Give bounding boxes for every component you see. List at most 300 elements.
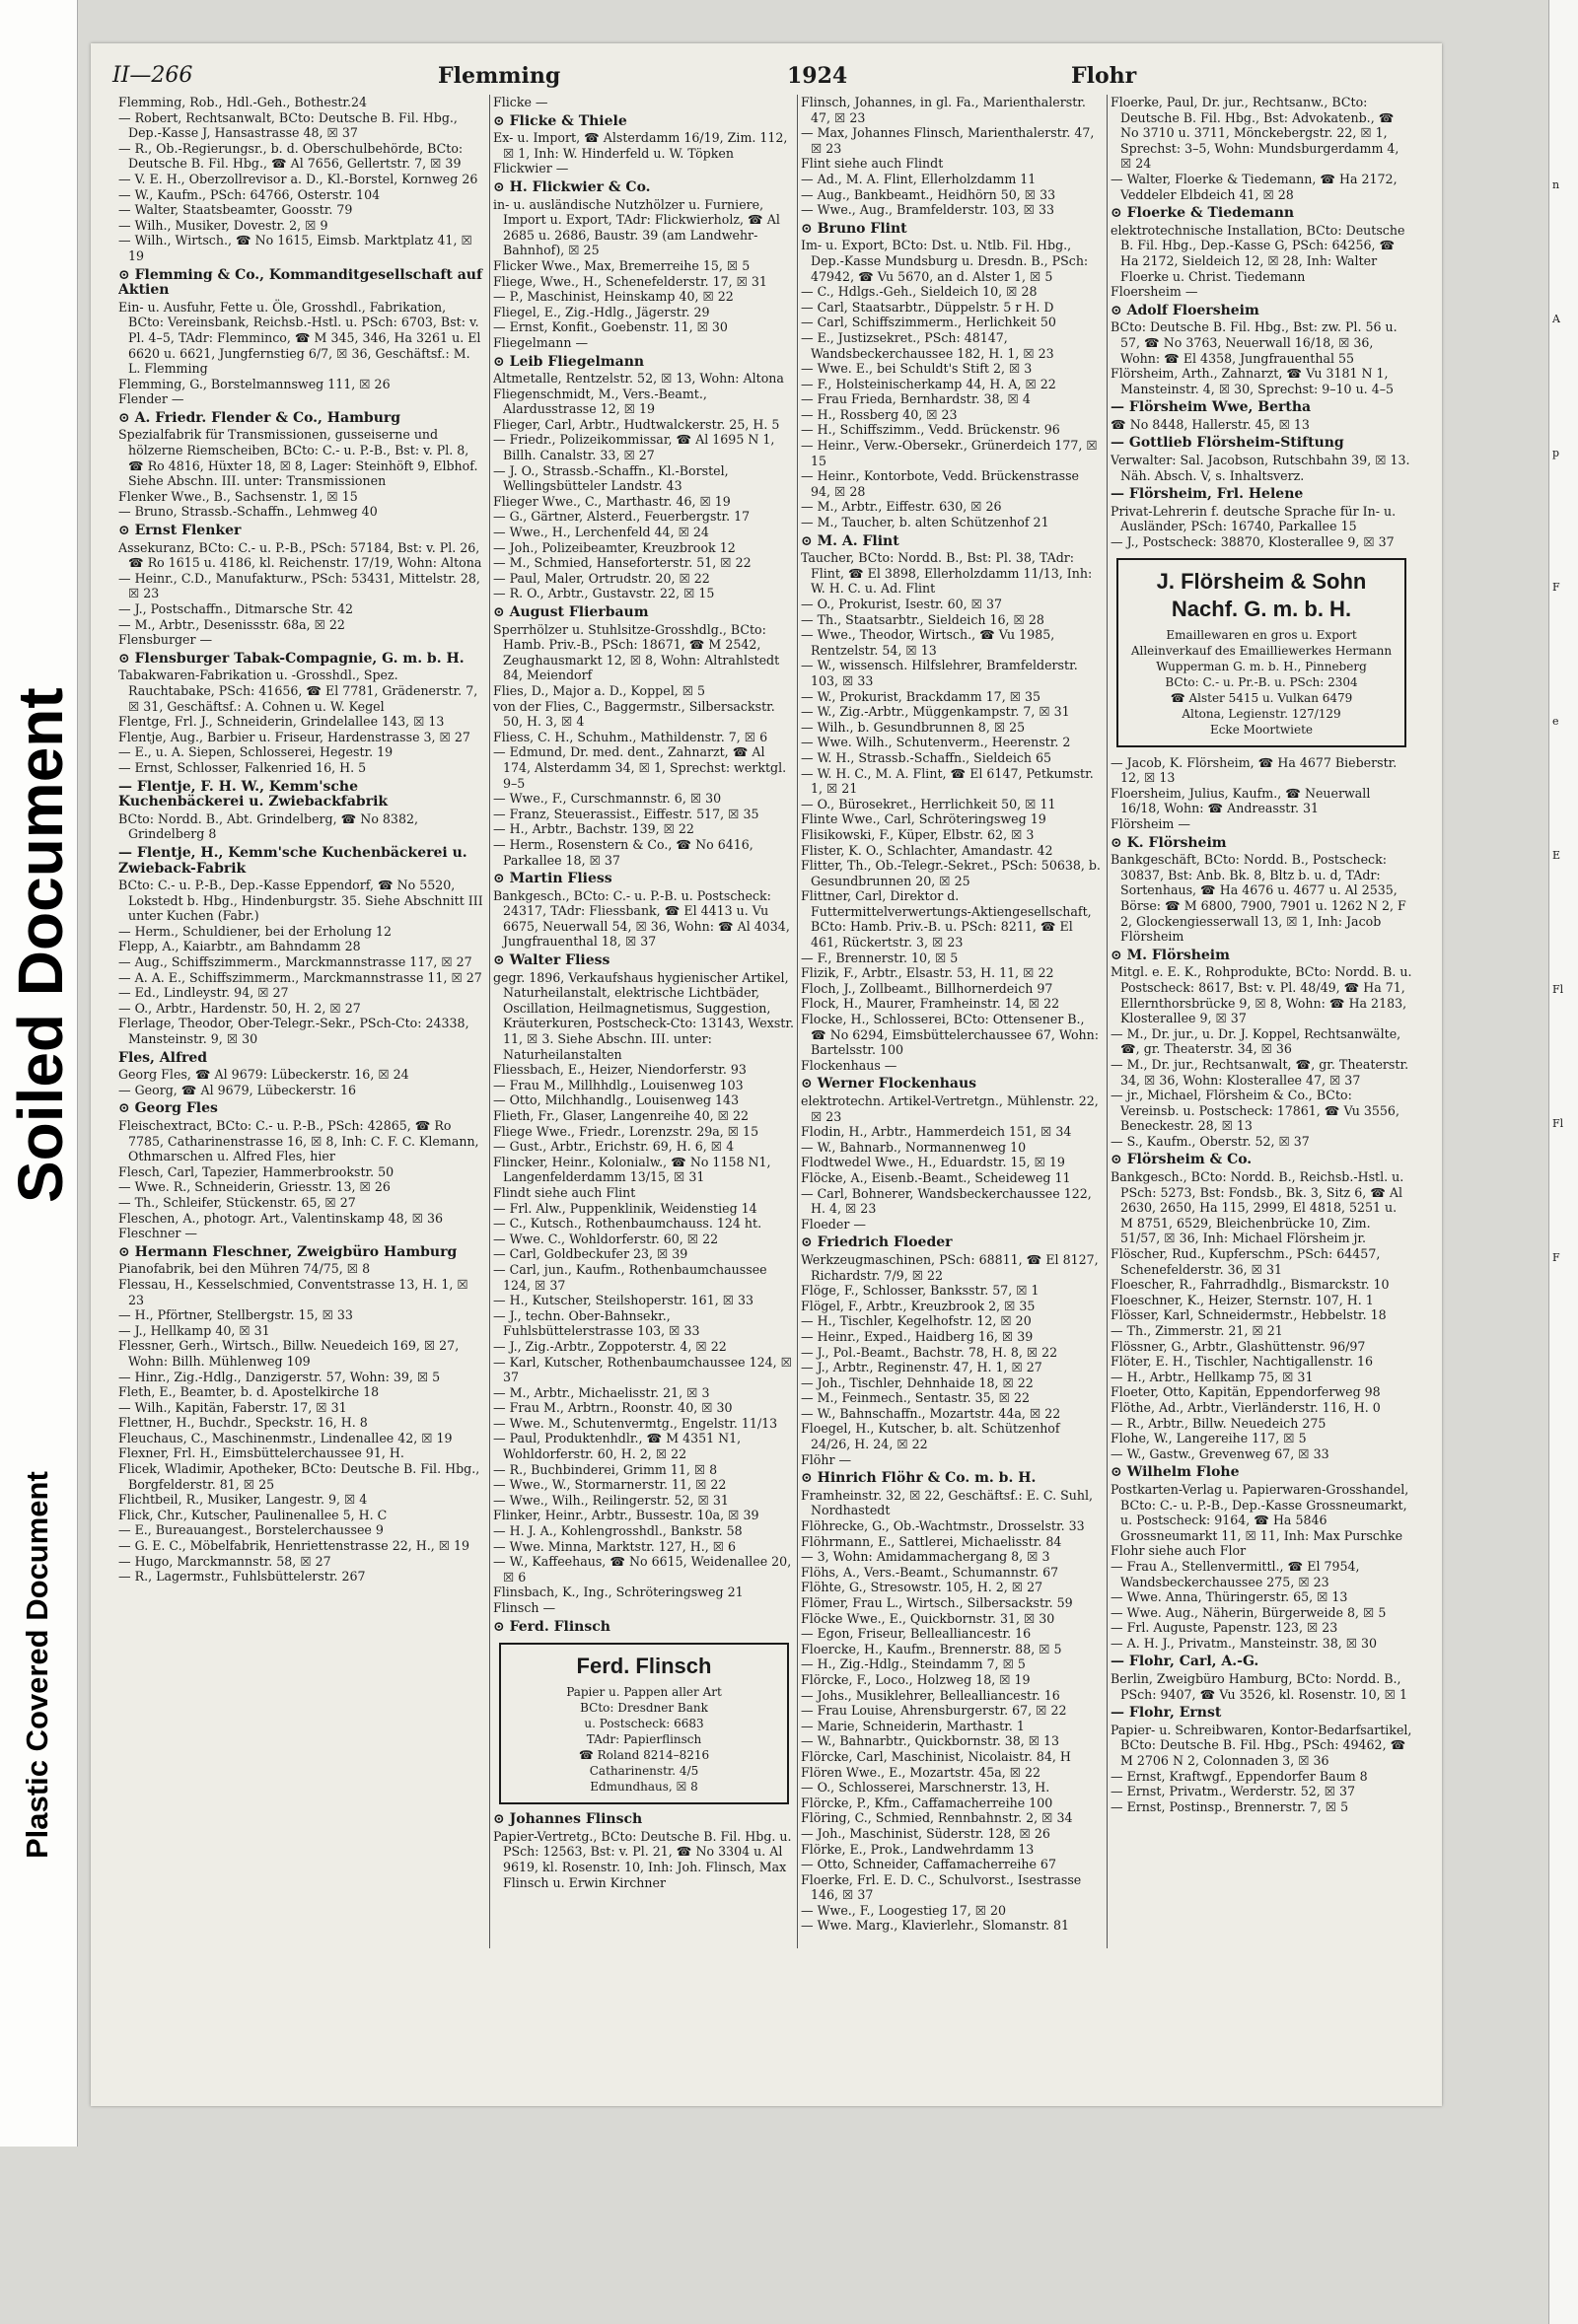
directory-entry: — Ernst, Konfit., Goebenstr. 11, ☒ 30 [493,319,728,335]
directory-entry: Flohr siehe auch Flor [1111,1543,1247,1559]
directory-entry: — V. E. H., Oberzollrevisor a. D., Kl.-Borstel, Kornweg 26 [118,171,478,186]
directory-entry: — Carl, Goldbeckufer 23, ☒ 39 [493,1246,688,1262]
directory-entry: — jr., Michael, Flörsheim & Co., BCto: Vereinsb. u. Postscheck: 17861, ☎ Vu 3556, Beneckestr. 28, ☒ 13 [1111,1088,1399,1134]
directory-entry: Papier-Vertretg., BCto: Deutsche B. Fil. Hbg. u. PSch: 12563, Bst: v. Pl. 21, ☎ No 3304 u. Al 9619, kl. Rosenstr. 10, Inh: Joh. Flinsch, Max Flinsch u. Erwin Kirchner [493,1828,792,1890]
directory-entry: Flindt siehe auch Flint [493,1184,636,1200]
directory-entry: Flöhr — [801,1451,852,1467]
firm-heading: ⊙ K. Flörsheim [1111,834,1227,851]
column-rule [1107,95,1108,1948]
directory-entry: — Aug., Schiffszimmerm., Marckmannstrasse 117, ☒ 27 [118,954,472,970]
directory-entry: — Georg, ☎ Al 9679, Lübeckerstr. 16 [118,1082,356,1097]
directory-entry: Pianofabrik, bei den Mühren 74/75, ☒ 8 [118,1261,371,1277]
directory-entry: Flisikowski, F., Küper, Elbstr. 62, ☒ 3 [801,826,1035,842]
directory-entry: Floch, J., Zollbeamt., Billhornerdeich 97 [801,980,1053,996]
directory-entry: — Max, Johannes Flinsch, Marienthalerstr. 47, ☒ 23 [801,125,1095,156]
firm-heading: ⊙ Adolf Floersheim [1111,302,1259,318]
directory-entry: — Carl, Schiffszimmerm., Herlichkeit 50 [801,315,1056,330]
directory-entry: — Ernst, Privatm., Werderstr. 52, ☒ 37 [1111,1784,1356,1799]
directory-entry: Flockenhaus — [801,1057,897,1073]
directory-entry: — H., Arbtr., Hellkamp 75, ☒ 31 [1111,1369,1314,1384]
directory-entry: Mitgl. e. E. K., Rohprodukte, BCto: Nordd. B. u. Postscheck: 8617, Bst: v. Pl. 48/49, ☎ Ha 71, Ellernthorsbrücke 9, ☒ 8, Wohn: ☎ Ha 2183, Klosterallee 9, ☒ 37 [1111,964,1412,1026]
directory-entry: — W., Zig.-Arbtr., Müggenkampstr. 7, ☒ 31 [801,704,1070,720]
directory-entry: — Franz, Steuerassist., Eiffestr. 517, ☒ 35 [493,806,759,821]
page-number: II—266 [112,63,193,88]
directory-entry: — W., Bahnarb., Normannenweg 10 [801,1139,1027,1155]
directory-entry: — Wwe. Wilh., Schutenverm., Heerenstr. 2 [801,735,1071,750]
directory-entry: — J., Zig.-Arbtr., Zoppoterstr. 4, ☒ 22 [493,1338,727,1354]
directory-entry: — M., Schmied, Hanseforterstr. 51, ☒ 22 [493,555,752,571]
directory-entry: — Joh., Polizeibeamter, Kreuzbrook 12 [493,539,736,555]
directory-entry: — Ernst, Schlosser, Falkenried 16, H. 5 [118,759,367,775]
directory-entry: — Otto, Schneider, Caffamacherreihe 67 [801,1857,1056,1872]
directory-entry: Flohe, W., Langereihe 117, ☒ 5 [1111,1431,1307,1446]
directory-entry: — Wwe. Anna, Thüringerstr. 65, ☒ 13 [1111,1589,1348,1605]
firm-heading: ⊙ Friedrich Floeder [801,1234,953,1251]
header-year: 1924 [787,63,848,89]
directory-entry: — Wwe., Aug., Bramfelderstr. 103, ☒ 33 [801,202,1054,218]
directory-entry: Floeter, Otto, Kapitän, Eppendorferweg 98 [1111,1384,1381,1400]
left-scan-strip [0,0,78,2147]
directory-entry: — F., Holsteinischerkamp 44, H. A, ☒ 22 [801,376,1056,391]
soiled-document-label: Soiled Document [5,687,76,1203]
advertisement-line: ☎ Roland 8214–8216 [578,1748,710,1763]
directory-entry: Flessner, Gerh., Wirtsch., Billw. Neuedeich 169, ☒ 27, Wohn: Billh. Mühlenweg 109 [118,1338,460,1369]
directory-entry: Flömer, Frau L., Wirtsch., Silbersackstr. 59 [801,1595,1073,1610]
directory-entry: Flodtwedel Wwe., H., Eduardstr. 15, ☒ 19 [801,1155,1065,1170]
advertisement-line: Alleinverkauf des Emailliewerkes Hermann Wupperman G. m. b. H., Pinneberg [1130,643,1393,673]
directory-entry: — Frau M., Millhhdlg., Louisenweg 103 [493,1077,744,1092]
directory-entry: Floerke, Paul, Dr. jur., Rechtsanw., BCto: Deutsche B. Fil. Hbg., Bst: Advokatenb., ☎ No 3710 u. 3711, Mönckebergstr. 22, ☒ 1, Sprechst: 3–5, Wohn: Mundsburgerdamm 4, ☒ 24 [1111,95,1399,172]
directory-entry: — W., Kaufm., PSch: 64766, Osterstr. 104 [118,186,381,202]
directory-entry: — H., Pförtner, Stellbergstr. 15, ☒ 33 [118,1307,353,1323]
directory-entry: — E., Bureauangest., Borstelerchaussee 9 [118,1522,384,1538]
directory-entry: — M., Arbtr., Eiffestr. 630, ☒ 26 [801,499,1002,515]
directory-entry: Fliess, C. H., Schuhm., Mathildenstr. 7, ☒ 6 [493,729,768,744]
directory-entry: — Robert, Rechtsanwalt, BCto: Deutsche B. Fil. Hbg., Dep.-Kasse J, Hansastrasse 48, ☒ 37 [118,109,458,141]
plastic-covered-label: Plastic Covered Document [20,1471,54,1859]
firm-heading: ⊙ M. A. Flint [801,532,899,549]
directory-entry: Flodin, H., Arbtr., Hammerdeich 151, ☒ 34 [801,1124,1072,1140]
directory-entry: — 3, Wohn: Amidammachergang 8, ☒ 3 [801,1549,1050,1565]
firm-heading: — Flentje, F. H. W., Kemm'sche Kuchenbäckerei u. Zwiebackfabrik [118,778,389,810]
directory-entry: — W. H., Strassb.-Schaffn., Sieldeich 65 [801,749,1052,765]
directory-entry: Flörsheim, Arth., Zahnarzt, ☎ Vu 3181 N 1, Mansteinstr. 4, ☒ 30, Sprechst: 9–10 u. 4–5 [1111,366,1395,396]
header-left-word: Flemming [438,63,561,89]
directory-entry: — Marie, Schneiderin, Marthastr. 1 [801,1718,1025,1733]
directory-entry: — H., Kutscher, Steilshoperstr. 161, ☒ 33 [493,1293,754,1308]
firm-heading: ⊙ Floerke & Tiedemann [1111,205,1295,222]
directory-entry: Flender — [118,391,184,407]
column-1 [118,95,485,1948]
directory-entry: Fleischextract, BCto: C.- u. P.-B., PSch: 42865, ☎ Ro 7785, Catharinenstrasse 16, ☒ 8, Inh: C. F. C. Klemann, Othmarschen u. Alfred Fles, hier [118,1118,479,1164]
directory-entry: Flöhrecke, G., Ob.-Wachtmstr., Drosselstr. 33 [801,1518,1085,1534]
directory-entry: Fleschner — [118,1226,198,1241]
advertisement-line: Papier u. Pappen aller Art [566,1685,722,1700]
directory-entry: — J. O., Strassb.-Schaffn., Kl.-Borstel, Wellingsbütteler Landstr. 43 [493,462,729,494]
directory-entry: — C., Hdlgs.-Geh., Sieldeich 10, ☒ 28 [801,284,1038,300]
directory-entry: — Wilh., Kapitän, Faberstr. 17, ☒ 31 [118,1399,347,1415]
firm-heading: ⊙ Flicke & Thiele [493,112,627,129]
directory-entry: Flemming, Rob., Hdl.-Geh., Bothestr.24 [118,95,368,109]
directory-entry: Flieth, Fr., Glaser, Langenreihe 40, ☒ 22 [493,1108,749,1123]
directory-entry: BCto: C.- u. P.-B., Dep.-Kasse Eppendorf, ☎ No 5520, Lokstedt b. Hbg., Hindenburgstr. 35. Siehe Abschnitt III unter Kuchen (Fabr.) [118,878,483,924]
advertisement-line: Ecke Moortwiete [1209,722,1314,737]
directory-entry: — A. A. E., Schiffszimmerm., Marckmannstrasse 11, ☒ 27 [118,969,482,985]
directory-entry: Flentje, Aug., Barbier u. Friseur, Hardenstrasse 3, ☒ 27 [118,729,470,744]
directory-entry: Flöthe, Ad., Arbtr., Vierländerstr. 116, H. 0 [1111,1399,1381,1415]
directory-entry: Flepp, A., Kaiarbtr., am Bahndamm 28 [118,939,361,954]
firm-heading: ⊙ Hermann Fleschner, Zweigbüro Hamburg [118,1243,458,1260]
right-strip-fragment: F [1552,581,1560,594]
directory-entry: — W., Bahnschaffn., Mozartstr. 44a, ☒ 22 [801,1405,1061,1421]
directory-entry: Fliege Wwe., Friedr., Lorenzstr. 29a, ☒ 15 [493,1123,759,1139]
directory-entry: von der Flies, C., Baggermstr., Silbersackstr. 50, H. 3, ☒ 4 [493,698,775,730]
directory-entry: — Carl, jun., Kaufm., Rothenbaumchaussee 124, ☒ 37 [493,1261,767,1293]
directory-entry: Fleuchaus, C., Maschinenmstr., Lindenallee 42, ☒ 19 [118,1430,453,1445]
directory-entry: — Herm., Rosenstern & Co., ☎ No 6416, Parkallee 18, ☒ 37 [493,836,753,868]
directory-entry: Flesch, Carl, Tapezier, Hammerbrookstr. 50 [118,1163,394,1179]
directory-entry: Werkzeugmaschinen, PSch: 68811, ☎ El 8127, Richardstr. 7/9, ☒ 22 [801,1251,1099,1283]
directory-entry: Flichtbeil, R., Musiker, Langestr. 9, ☒ 4 [118,1492,368,1508]
directory-entry: — Frau Louise, Ahrensburgerstr. 67, ☒ 22 [801,1703,1067,1719]
directory-entry: — Wwe., F., Loogestieg 17, ☒ 20 [801,1902,1007,1918]
directory-entry: — Aug., Bankbeamt., Heidhörn 50, ☒ 33 [801,186,1056,202]
directory-entry: elektrotechnische Installation, BCto: Deutsche B. Fil. Hbg., Dep.-Kasse G, PSch: 64256, ☎ Ha 2172, Sieldeich 12, ☒ 28, Inh: Walter Floerke u. Christ. Tiedemann [1111,222,1405,284]
firm-heading: — Flohr, Ernst [1111,1705,1222,1722]
directory-entry: — J., Postschaffn., Ditmarsche Str. 42 [118,601,354,616]
directory-entry: Flock, H., Maurer, Framheinstr. 14, ☒ 22 [801,996,1060,1012]
directory-entry: Papier- u. Schreibwaren, Kontor-Bedarfsartikel, BCto: Deutsche B. Fil. Hbg., PSch: 49462, ☎ M 2706 N 2, Colonnaden 3, ☒ 36 [1111,1722,1412,1769]
directory-entry: Flicke — [493,95,548,109]
column-rule [489,95,490,1948]
directory-entry: Flittner, Carl, Direktor d. Futtermittelverwertungs-Aktiengesellschaft, BCto: Hamb. Priv.-B. u. PSch: 8211, ☎ El 461, Rückertstr. 3, ☒ 23 [801,888,1092,951]
right-strip-fragment: F [1552,1251,1560,1264]
directory-entry: — F., Brennerstr. 10, ☒ 5 [801,950,959,965]
directory-entry: — Heinr., C.D., Manufakturw., PSch: 53431, Mittelstr. 28, ☒ 23 [118,570,480,601]
directory-entry: — M., Feinmech., Sentastr. 35, ☒ 22 [801,1390,1030,1406]
directory-entry: Flinsch, Johannes, in gl. Fa., Marienthalerstr. 47, ☒ 23 [801,95,1086,125]
directory-entry: — Ernst, Postinsp., Brennerstr. 7, ☒ 5 [1111,1798,1349,1814]
directory-entry: Berlin, Zweigbüro Hamburg, BCto: Nordd. B., PSch: 9407, ☎ Vu 3526, kl. Rosenstr. 10, ☒ 1 [1111,1671,1407,1702]
directory-entry: in- u. ausländische Nutzhölzer u. Furniere, Import u. Export, TAdr: Flickwierholz, ☎ Al 2685 u. 2686, Baustr. 39 (am Landwehr-Bahnhof), ☒ 25 [493,196,780,258]
directory-entry: — G., Gärtner, Alsterd., Feuerbergstr. 17 [493,509,751,525]
directory-entry: Flöhs, A., Vers.-Beamt., Schumannstr. 67 [801,1564,1059,1580]
directory-entry: — W., wissensch. Hilfslehrer, Bramfelderstr. 103, ☒ 33 [801,658,1078,688]
column-rule [797,95,798,1948]
directory-entry: — Otto, Milchhandlg., Louisenweg 143 [493,1092,740,1108]
directory-entry: — Gust., Arbtr., Erichstr. 69, H. 6, ☒ 4 [493,1139,735,1155]
directory-entry: — H., Schiffszimm., Vedd. Brückenstr. 96 [801,422,1060,438]
directory-entry: Flincker, Heinr., Kolonialw., ☎ No 1158 N1, Langenfelderdamm 13/15, ☒ 31 [493,1154,771,1185]
directory-entry: — Frau M., Arbtrn., Roonstr. 40, ☒ 30 [493,1400,733,1416]
directory-entry: Floersheim, Julius, Kaufm., ☎ Neuerwall 16/18, Wohn: ☎ Andreasstr. 31 [1111,785,1371,816]
directory-entry: — A. H. J., Privatm., Mansteinstr. 38, ☒ 30 [1111,1635,1378,1651]
directory-entry: — Karl, Kutscher, Rothenbaumchaussee 124, ☒ 37 [493,1354,792,1385]
firm-heading: ⊙ Leib Fliegelmann [493,353,645,370]
directory-entry: — Friedr., Polizeikommissar, ☎ Al 1695 N 1, Billh. Canalstr. 33, ☒ 27 [493,432,775,463]
directory-entry: BCto: Deutsche B. Fil. Hbg., Bst: zw. Pl. 56 u. 57, ☎ No 3763, Neuerwall 16/18, ☒ 36, Wohn: ☎ El 4358, Jungfrauenthal 55 [1111,319,1398,366]
directory-entry: — R., Buchbinderei, Grimm 11, ☒ 8 [493,1461,718,1477]
directory-entry: Flinte Wwe., Carl, Schröteringsweg 19 [801,811,1046,827]
directory-entry: Flörcke, Carl, Maschinist, Nicolaistr. 84, H [801,1748,1071,1764]
directory-entry: Flöcke Wwe., E., Quickbornstr. 31, ☒ 30 [801,1610,1055,1626]
directory-entry: Flitter, Th., Ob.-Telegr.-Sekret., PSch: 50638, b. Gesundbrunnen 20, ☒ 25 [801,858,1101,888]
directory-entry: — Th., Zimmerstr. 21, ☒ 21 [1111,1323,1283,1338]
directory-entry: — J., Postscheck: 38870, Klosterallee 9, ☒ 37 [1111,534,1395,550]
firm-heading: ⊙ Georg Fles [118,1100,218,1117]
directory-entry: Flörke, E., Prok., Landwehrdamm 13 [801,1841,1035,1857]
directory-entry: — Joh., Tischler, Dehnhaide 18, ☒ 22 [801,1374,1034,1390]
firm-heading: ⊙ Johannes Flinsch [493,1811,643,1828]
directory-entry: — H., Tischler, Kegelhofstr. 12, ☒ 20 [801,1313,1032,1329]
right-strip-fragment: e [1552,715,1559,728]
directory-entry: — Wwe. Marg., Klavierlehr., Slomanstr. 81 [801,1918,1070,1934]
directory-entry: — Wwe., F., Curschmannstr. 6, ☒ 30 [493,791,722,807]
directory-entry: — Walter, Floerke & Tiedemann, ☎ Ha 2172, Veddeler Elbdeich 41, ☒ 28 [1111,171,1398,202]
directory-entry: — C., Kutsch., Rothenbaumchauss. 124 ht. [493,1216,762,1232]
firm-heading: ⊙ A. Friedr. Flender & Co., Hamburg [118,409,401,426]
directory-entry: — M., Taucher, b. alten Schützenhof 21 [801,515,1049,530]
directory-entry: — W., Bahnarbtr., Quickbornstr. 38, ☒ 13 [801,1733,1060,1749]
directory-entry: — Heinr., Kontorbote, Vedd. Brückenstrasse 94, ☒ 28 [801,468,1079,499]
directory-entry: — Johs., Musiklehrer, Bellealliancestr. 16 [801,1687,1060,1703]
directory-entry: Flöscher, Rud., Kupferschm., PSch: 64457, Schenefelderstr. 36, ☒ 31 [1111,1246,1381,1277]
firm-heading: ⊙ Werner Flockenhaus [801,1076,977,1092]
directory-entry: Fliegenschmidt, M., Vers.-Beamt., Alardusstrasse 12, ☒ 19 [493,386,707,417]
directory-entry: Floeschner, K., Heizer, Sternstr. 107, H. 1 [1111,1292,1374,1307]
directory-entry: Ex- u. Import, ☎ Alsterdamm 16/19, Zim. 112, ☒ 1, Inh: W. Hinderfeld u. W. Töpken [493,130,788,161]
directory-entry: Fliegel, E., Zig.-Hdlg., Jägerstr. 29 [493,304,710,319]
firm-heading: ⊙ Wilhelm Flohe [1111,1464,1240,1481]
directory-entry: — Joh., Maschinist, Süderstr. 128, ☒ 26 [801,1825,1050,1841]
column-2 [493,95,795,1948]
directory-entry: Flinsbach, K., Ing., Schröteringsweg 21 [493,1585,744,1600]
directory-entry: Flören Wwe., E., Mozartstr. 45a, ☒ 22 [801,1764,1041,1780]
directory-entry: Assekuranz, BCto: C.- u. P.-B., PSch: 57184, Bst: v. Pl. 26, ☎ Ro 1615 u. 4186, kl. Reichenstr. 17/19, Wohn: Altona [118,539,482,571]
directory-entry: — Walter, Staatsbeamter, Goosstr. 79 [118,202,353,218]
directory-entry: — Frl. Auguste, Papenstr. 123, ☒ 23 [1111,1620,1338,1636]
directory-entry: Flensburger — [118,632,213,648]
advertisement-box [1116,558,1406,747]
directory-entry: Fleschen, A., photogr. Art., Valentinskamp 48, ☒ 36 [118,1210,444,1226]
advertisement-line: BCto: C.- u. Pr.-B. u. PSch: 2304 [1165,674,1358,689]
directory-entry: — W., Prokurist, Brackdamm 17, ☒ 35 [801,688,1041,704]
directory-entry: Postkarten-Verlag u. Papierwaren-Grosshandel, BCto: C.- u. P.-B., Dep.-Kasse Grossneumarkt, u. Postscheck: 9164, ☎ Ha 5846 Grossneumarkt 11, ☒ 11, Inh: Max Purschke [1111,1481,1409,1543]
firm-heading: — Flohr, Carl, A.-G. [1111,1654,1259,1670]
directory-entry: Fliege, Wwe., H., Schenefelderstr. 17, ☒ 31 [493,273,767,289]
directory-entry: — Wwe. R., Schneiderin, Griesstr. 13, ☒ 26 [118,1179,391,1195]
directory-entry: — G. E. C., Möbelfabrik, Henriettenstrasse 22, H., ☒ 19 [118,1538,470,1554]
header-right-word: Flohr [1071,63,1137,89]
directory-entry: — Heinr., Verw.-Obersekr., Grünerdeich 177, ☒ 15 [801,438,1098,468]
firm-heading: ⊙ H. Flickwier & Co. [493,178,651,195]
directory-entry: — Frau A., Stellenvermittl., ☎ El 7954, Wandsbeckerchaussee 275, ☒ 23 [1111,1558,1360,1589]
directory-entry: — Wwe. Minna, Marktstr. 127, H., ☒ 6 [493,1538,737,1554]
directory-entry: — Herm., Schuldiener, bei der Erholung 12 [118,923,393,939]
directory-entry: Flerlage, Theodor, Ober-Telegr.-Sekr., PSch-Cto: 24338, Mansteinstr. 9, ☒ 30 [118,1016,469,1047]
directory-entry: Flies, D., Major a. D., Koppel, ☒ 5 [493,682,706,698]
directory-entry: Floescher, R., Fahrradhdlg., Bismarckstr. 10 [1111,1277,1390,1293]
directory-entry: Flemming, G., Borstelmannsweg 111, ☒ 26 [118,376,391,391]
directory-entry: Floeder — [801,1216,866,1232]
firm-heading: ⊙ Walter Fliess [493,952,610,969]
directory-entry: — H. J. A., Kohlengrosshdl., Bankstr. 58 [493,1523,743,1539]
firm-heading: ⊙ Ernst Flenker [118,523,242,539]
directory-entry: Flöter, E. H., Tischler, Nachtigallenstr. 16 [1111,1354,1374,1370]
directory-entry: — J., techn. Ober-Bahnsekr., Fuhlsbüttelerstrasse 103, ☒ 33 [493,1307,700,1339]
advertisement-title: J. Flörsheim & Sohn Nachf. G. m. b. H. [1156,568,1367,621]
directory-entry: Floerke, Frl. E. D. C., Schulvorst., Isestrasse 146, ☒ 37 [801,1871,1082,1903]
directory-entry: Flörcke, F., Loco., Holzweg 18, ☒ 19 [801,1671,1031,1687]
right-strip-fragment: Fl [1552,1117,1564,1130]
directory-entry: ☎ No 8448, Hallerstr. 45, ☒ 13 [1111,416,1310,432]
directory-entry: Spezialfabrik für Transmissionen, gusseiserne und hölzerne Riemscheiben, BCto: C.- u. P.-B., Bst: v. Pl. 8, ☎ Ro 4816, Hüxter 18, ☒ 8, Lager: Steinhöft 9, Elbhof. Siehe Abschn. III. unter: Transmissionen [118,427,478,489]
directory-entry: — Wwe. M., Schutenvermtg., Engelstr. 11/13 [493,1415,778,1431]
right-scan-strip [1548,0,1578,2324]
directory-entry: — R., Lagermstr., Fuhlsbüttelerstr. 267 [118,1569,366,1585]
directory-entry: — Wilh., Wirtsch., ☎ No 1615, Eimsb. Marktplatz 41, ☒ 19 [118,233,472,263]
directory-entry: Georg Fles, ☎ Al 9679: Lübeckerstr. 16, ☒ 24 [118,1067,409,1083]
directory-entry: Floegel, H., Kutscher, b. alt. Schützenhof 24/26, H. 24, ☒ 22 [801,1421,1060,1452]
directory-entry: Flöhrmann, E., Sattlerei, Michaelisstr. 84 [801,1533,1062,1549]
directory-entry: — Heinr., Exped., Haidberg 16, ☒ 39 [801,1328,1034,1344]
directory-entry: Flinsch — [493,1600,556,1615]
directory-entry: Flick, Chr., Kutscher, Paulinenallee 5, H. C [118,1507,388,1522]
directory-entry: Flörsheim — [1111,816,1190,831]
directory-entry: Flizik, F., Arbtr., Elsastr. 53, H. 11, ☒ 22 [801,965,1054,981]
right-strip-fragment: p [1552,447,1560,459]
directory-entry: Bankgeschäft, BCto: Nordd. B., Postscheck: 30837, Bst: Anb. Bk. 8, Bltz b. u. d, TAdr: Sortenhaus, ☎ Ha 4676 u. 4677 u. Al 2535, Börse: ☎ M 6800, 7900, 7901 u. 1262 N 2, F 2, Glockengiesserwall 13, ☒ 1, Inh: Jacob Flörsheim [1111,852,1406,945]
directory-entry: — W. H. C., M. A. Flint, ☎ El 6147, Petkumstr. 1, ☒ 21 [801,765,1094,797]
directory-entry: — W., Gastw., Grevenweg 67, ☒ 33 [1111,1445,1329,1461]
directory-entry: Flieger Wwe., C., Marthastr. 46, ☒ 19 [493,493,731,509]
directory-entry: — E., u. A. Siepen, Schlosserei, Hegestr. 19 [118,744,394,760]
right-strip-fragment: n [1552,178,1560,191]
directory-entry: Flettner, H., Buchdr., Speckstr. 16, H. 8 [118,1415,368,1431]
directory-entry: Flössner, G., Arbtr., Glashüttenstr. 96/97 [1111,1338,1366,1354]
directory-entry: — Carl, Staatsarbtr., Düppelstr. 5 r H. D [801,299,1054,315]
directory-entry: — Edmund, Dr. med. dent., Zahnarzt, ☎ Al 174, Alsterdamm 34, ☒ 1, Sprechst: werktgl. 9–5 [493,744,787,791]
firm-heading: — Gottlieb Flörsheim-Stiftung [1111,435,1344,452]
advertisement-line: Edmundhaus, ☒ 8 [590,1780,698,1795]
firm-heading: ⊙ Bruno Flint [801,220,907,237]
directory-entry: — Hinr., Zig.-Hdlg., Danzigerstr. 57, Wohn: 39, ☒ 5 [118,1369,441,1384]
directory-entry: — E., Justizsekret., PSch: 48147, Wandsbeckerchaussee 182, H. 1, ☒ 23 [801,329,1054,361]
directory-entry: — Bruno, Strassb.-Schaffn., Lehmweg 40 [118,504,378,520]
directory-entry: — Wwe., W., Stormarnerstr. 11, ☒ 22 [493,1477,727,1493]
directory-entry: Verwalter: Sal. Jacobson, Rutschbahn 39, ☒ 13. Näh. Absch. V, s. Inhaltsverz. [1111,453,1410,483]
right-strip-fragment: Fl [1552,983,1564,996]
directory-entry: Bankgesch., BCto: C.- u. P.-B. u. Postscheck: 24317, TAdr: Fliessbank, ☎ El 4413 u. Vu 6675, Neuerwall 54, ☒ 36, Wohn: ☎ Al 4034, Jungfrauenthal 18, ☒ 37 [493,887,790,950]
directory-entry: Im- u. Export, BCto: Dst. u. Ntlb. Fil. Hbg., Dep.-Kasse Mundsburg u. Dresdn. B., PSch: 47942, ☎ Vu 5670, an d. Alster 1, ☒ 5 [801,238,1089,284]
directory-entry: — Paul, Produktenhdlr., ☎ M 4351 N1, Wohldorferstr. 60, H. 2, ☒ 22 [493,1431,742,1462]
directory-entry: — Paul, Maler, Ortrudstr. 20, ☒ 22 [493,570,710,586]
directory-entry: — Ed., Lindleystr. 94, ☒ 27 [118,985,289,1001]
directory-entry: — Th., Staatsarbtr., Sieldeich 16, ☒ 28 [801,611,1044,627]
directory-entry: Flöring, C., Schmied, Rennbahnstr. 2, ☒ 34 [801,1810,1073,1826]
directory-entry: — J., Hellkamp 40, ☒ 31 [118,1322,270,1338]
directory-entry: — H., Zig.-Hdlg., Steindamm 7, ☒ 5 [801,1656,1026,1672]
directory-entry: Flieger, Carl, Arbtr., Hudtwalckerstr. 25, H. 5 [493,416,780,432]
directory-entry: — R. O., Arbtr., Gustavstr. 22, ☒ 15 [493,586,715,601]
directory-entry: — Wwe. C., Wohldorferstr. 60, ☒ 22 [493,1231,719,1246]
directory-entry: Flentge, Frl. J., Schneiderin, Grindelallee 143, ☒ 13 [118,714,445,730]
directory-entry: — J., Pol.-Beamt., Bachstr. 78, H. 8, ☒ 22 [801,1344,1058,1360]
advertisement-line: Emaillewaren en gros u. Export [1166,627,1357,642]
directory-entry: Flickwier — [493,161,569,176]
advertisement-line: ☎ Alster 5415 u. Vulkan 6479 [1170,690,1353,705]
directory-entry: Fliegelmann — [493,334,589,350]
firm-heading: — Flentje, H., Kemm'sche Kuchenbäckerei u. Zwieback-Fabrik [118,844,467,877]
directory-entry: Fliessbach, E., Heizer, Niendorferstr. 93 [493,1062,747,1078]
advertisement-title: Ferd. Flinsch [576,1654,712,1679]
directory-entry: Sperrhölzer u. Stuhlsitze-Grosshdlg., BCto: Hamb. Priv.-B., PSch: 18671, ☎ M 2542, Zeughausmarkt 12, ☒ 8, Wohn: Altrahlstedt 84, Meiendorf [493,621,780,683]
directory-entry: gegr. 1896, Verkaufshaus hygienischer Artikel, Naturheilanstalt, elektrische Lichtbäder, Oscillation, Heilmagnetismus, Suggestion, Kräuterkuren, Postscheck-Cto: 13143, Wexstr. 11, ☒ 3. Siehe Abschn. III. unter: Naturheilanstalten [493,969,795,1062]
firm-heading: ⊙ Flörsheim & Co. [1111,1152,1253,1168]
directory-entry: — Ad., M. A. Flint, Ellerholzdamm 11 [801,171,1037,186]
directory-entry: Floersheim — [1111,284,1198,300]
directory-entry: — P., Maschinist, Heinskamp 40, ☒ 22 [493,289,734,305]
firm-heading: — Flörsheim, Frl. Helene [1111,486,1304,503]
column-4 [1111,95,1412,1948]
firm-heading: ⊙ M. Flörsheim [1111,947,1230,963]
directory-entry: — H., Rossberg 40, ☒ 23 [801,406,958,422]
directory-entry: Taucher, BCto: Nordd. B., Bst: Pl. 38, TAdr: Flint, ☎ El 3898, Ellerholzdamm 11/13, Inh: W. H. C. u. Ad. Flint [801,550,1093,597]
firm-heading: ⊙ Martin Fliess [493,871,612,887]
directory-entry: Flint siehe auch Flindt [801,156,944,172]
directory-entry: Flocke, H., Schlosserei, BCto: Ottensener B., ☎ No 6294, Eimsbüttelerchaussee 67, Wohn: Bartelsstr. 100 [801,1012,1100,1058]
directory-entry: — O., Prokurist, Isestr. 60, ☒ 37 [801,597,1002,611]
directory-entry: Flister, K. O., Schlachter, Amandastr. 42 [801,842,1053,858]
directory-entry: Flenker Wwe., B., Sachsenstr. 1, ☒ 15 [118,488,358,504]
directory-entry: Bankgesch., BCto: Nordd. B., Reichsb.-Hstl. u. PSch: 5273, Bst: Fondsb., Bk. 3, Sitz 6, ☎ Al 2630, 2650, Ha 115, 2999, El 4818, 5251 u. M 8751, 6529, Bleichenbrücke 10, Zim. 51/57, ☒ 36, Inh: Michael Flörsheim jr. [1111,1169,1404,1246]
directory-entry: — Wwe., Wilh., Reilingerstr. 52, ☒ 31 [493,1492,729,1508]
directory-entry: — R., Ob.-Regierungsr., b. d. Oberschulbehörde, BCto: Deutsche B. Fil. Hbg., ☎ Al 7656, Gellertstr. 7, ☒ 39 [118,140,464,172]
directory-entry: — Frau Frieda, Bernhardstr. 38, ☒ 4 [801,391,1031,407]
right-strip-fragment: A [1552,313,1560,325]
directory-entry: — R., Arbtr., Billw. Neuedeich 275 [1111,1415,1327,1431]
firm-heading: ⊙ Ferd. Flinsch [493,1618,610,1635]
directory-entry: Framheinstr. 32, ☒ 22, Geschäftsf.: E. C. Suhl, Nordhastedt [801,1487,1094,1518]
page-header [107,57,1137,97]
directory-entry: — Wwe., Theodor, Wirtsch., ☎ Vu 1985, Rentzelstr. 54, ☒ 13 [801,627,1055,658]
firm-heading: — Flörsheim Wwe, Bertha [1111,399,1312,416]
directory-entry: — M., Dr. jur., Rechtsanwalt, ☎, gr. Theaterstr. 34, ☒ 36, Wohn: Klosterallee 47, ☒ 37 [1111,1056,1409,1088]
directory-entry: — Carl, Bohnerer, Wandsbeckerchaussee 122, H. 4, ☒ 23 [801,1185,1092,1217]
directory-entry: Flörcke, P., Kfm., Caffamacherreihe 100 [801,1795,1053,1810]
directory-entry: — Wwe. Aug., Näherin, Bürgerweide 8, ☒ 5 [1111,1604,1387,1620]
directory-entry: elektrotechn. Artikel-Vertretgn., Mühlenstr. 22, ☒ 23 [801,1093,1099,1124]
directory-entry: Flösser, Karl, Schneidermstr., Hebbelstr. 18 [1111,1307,1387,1323]
directory-entry: Flöge, F., Schlosser, Banksstr. 57, ☒ 1 [801,1283,1040,1299]
directory-entry: — Ernst, Kraftwgf., Eppendorfer Baum 8 [1111,1768,1368,1784]
directory-entry: Flöcke, A., Eisenb.-Beamt., Scheideweg 11 [801,1169,1071,1185]
directory-entry: Flexner, Frl. H., Eimsbüttelerchaussee 91, H. [118,1445,404,1461]
directory-entry: Privat-Lehrerin f. deutsche Sprache für In- u. Ausländer, PSch: 16740, Parkallee 15 [1111,503,1397,534]
advertisement-line: BCto: Dresdner Bank [580,1701,708,1716]
directory-entry: Tabakwaren-Fabrikation u. -Grosshdl., Spez. Rauchtabake, PSch: 41656, ☎ El 7781, Grädenerstr. 7, ☒ 31, Geschäftsf.: A. Cohnen u. W. Kegel [118,668,478,714]
directory-entry: Flöhte, G., Stresowstr. 105, H. 2, ☒ 27 [801,1580,1043,1595]
advertisement-line: TAdr: Papierflinsch [586,1732,702,1747]
directory-entry: — Hugo, Marckmannstr. 58, ☒ 27 [118,1553,331,1569]
directory-entry: — Wwe. E., bei Schuldt's Stift 2, ☒ 3 [801,361,1033,377]
directory-entry: — J., Arbtr., Reginenstr. 47, H. 1, ☒ 27 [801,1360,1042,1375]
directory-entry: Flicek, Wladimir, Apotheker, BCto: Deutsche B. Fil. Hbg., Borgfelderstr. 81, ☒ 25 [118,1461,480,1492]
directory-entry: — Jacob, K. Flörsheim, ☎ Ha 4677 Bieberstr. 12, ☒ 13 [1111,754,1398,786]
column-3 [801,95,1103,1948]
directory-entry: — M., Dr. jur., u. Dr. J. Koppel, Rechtsanwälte, ☎, gr. Theaterstr. 34, ☒ 36 [1111,1025,1401,1057]
directory-entry: — S., Kaufm., Oberstr. 52, ☒ 37 [1111,1133,1310,1149]
